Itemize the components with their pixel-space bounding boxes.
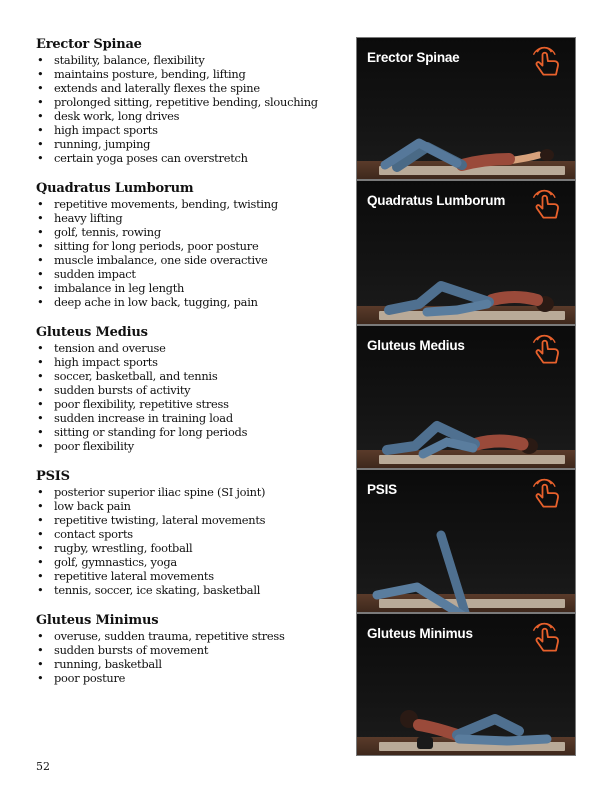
tap-hand-icon[interactable]	[529, 187, 565, 223]
section-title: Quadratus Lumborum	[36, 181, 194, 196]
bullet-icon: •	[37, 253, 44, 267]
bullet-icon: •	[37, 211, 44, 225]
bullet-icon: •	[37, 239, 44, 253]
bullet-icon: •	[37, 425, 44, 439]
list-item: • poor flexibility, repetitive stress	[37, 397, 229, 411]
video-thumbnail-column	[356, 37, 577, 756]
bullet-icon: •	[37, 95, 44, 109]
list-item: • poor posture	[37, 671, 126, 685]
list-item: • running, jumping	[37, 137, 151, 151]
bullet-icon: •	[37, 411, 44, 425]
list-item: • prolonged sitting, repetitive bending, slouching	[37, 95, 318, 109]
person-side-lying-figure	[357, 675, 576, 755]
page-number: 52	[36, 760, 50, 773]
bullet-icon: •	[37, 527, 44, 541]
list-item: • extends and laterally flexes the spine	[37, 81, 260, 95]
bullet-icon: •	[37, 197, 44, 211]
list-item: • sudden bursts of activity	[37, 383, 191, 397]
section-title: Gluteus Medius	[36, 325, 148, 340]
bullet-list	[36, 629, 351, 685]
list-item: • sitting for long periods, poor posture	[37, 239, 259, 253]
list-item: • golf, gymnastics, yoga	[37, 555, 177, 569]
list-item: • tennis, soccer, ice skating, basketball	[37, 583, 261, 597]
bullet-icon: •	[37, 225, 44, 239]
person-lying-figure	[357, 244, 576, 324]
list-item: • stability, balance, flexibility	[37, 53, 205, 67]
person-lying-figure	[357, 99, 576, 179]
list-item: • posterior superior iliac spine (SI joint)	[37, 485, 266, 499]
bullet-icon: •	[37, 123, 44, 137]
list-item: • sudden bursts of movement	[37, 643, 209, 657]
video-label: Gluteus Medius	[367, 338, 465, 353]
list-item: • imbalance in leg length	[37, 281, 185, 295]
bullet-icon: •	[37, 295, 44, 309]
list-item: • golf, tennis, rowing	[37, 225, 161, 239]
list-item: • tension and overuse	[37, 341, 166, 355]
bullet-icon: •	[37, 67, 44, 81]
list-item: • sitting or standing for long periods	[37, 425, 248, 439]
list-item: • repetitive twisting, lateral movements	[37, 513, 266, 527]
bullet-icon: •	[37, 109, 44, 123]
section-gluteus-medius	[36, 325, 351, 469]
list-item: • overuse, sudden trauma, repetitive stress	[37, 629, 285, 643]
bullet-icon: •	[37, 569, 44, 583]
section-gluteus-minimus	[36, 613, 351, 685]
video-quadratus-lumborum[interactable]	[356, 180, 576, 325]
video-label: Quadratus Lumborum	[367, 193, 506, 208]
person-lying-figure	[357, 388, 576, 468]
bullet-icon: •	[37, 555, 44, 569]
bullet-icon: •	[37, 53, 44, 67]
tap-hand-icon[interactable]	[529, 620, 565, 656]
bullet-icon: •	[37, 397, 44, 411]
list-item: • repetitive lateral movements	[37, 569, 214, 583]
bullet-icon: •	[37, 355, 44, 369]
list-item: • repetitive movements, bending, twisting	[37, 197, 278, 211]
video-psis[interactable]	[356, 469, 576, 613]
bullet-icon: •	[37, 629, 44, 643]
list-item: • soccer, basketball, and tennis	[37, 369, 218, 383]
tap-hand-icon[interactable]	[529, 44, 565, 80]
video-gluteus-minimus[interactable]	[356, 613, 576, 756]
list-item: • rugby, wrestling, football	[37, 541, 193, 555]
section-title: PSIS	[36, 469, 70, 484]
list-item: • low back pain	[37, 499, 131, 513]
bullet-icon: •	[37, 151, 44, 165]
section-psis	[36, 469, 351, 613]
section-erector-spinae	[36, 37, 351, 181]
tap-hand-icon[interactable]	[529, 332, 565, 368]
bullet-icon: •	[37, 383, 44, 397]
list-item: • certain yoga poses can overstretch	[37, 151, 248, 165]
bullet-icon: •	[37, 137, 44, 151]
list-item: • desk work, long drives	[37, 109, 180, 123]
bullet-icon: •	[37, 369, 44, 383]
list-item: • running, basketball	[37, 657, 162, 671]
bullet-icon: •	[37, 513, 44, 527]
bullet-icon: •	[37, 499, 44, 513]
bullet-icon: •	[37, 439, 44, 453]
bullet-list	[36, 197, 351, 309]
bullet-icon: •	[37, 485, 44, 499]
section-title: Erector Spinae	[36, 37, 142, 52]
video-erector-spinae[interactable]	[356, 37, 576, 180]
bullet-icon: •	[37, 541, 44, 555]
bullet-icon: •	[37, 657, 44, 671]
video-label: Gluteus Minimus	[367, 626, 473, 641]
list-item: • high impact sports	[37, 355, 158, 369]
bullet-icon: •	[37, 267, 44, 281]
bullet-icon: •	[37, 81, 44, 95]
exercise-sections	[36, 37, 351, 685]
list-item: • contact sports	[37, 527, 133, 541]
section-quadratus-lumborum	[36, 181, 351, 325]
list-item: • maintains posture, bending, lifting	[37, 67, 246, 81]
tap-hand-icon[interactable]	[529, 476, 565, 512]
bullet-list	[36, 53, 351, 165]
list-item: • heavy lifting	[37, 211, 123, 225]
bullet-icon: •	[37, 643, 44, 657]
video-label: PSIS	[367, 482, 397, 497]
bullet-list	[36, 341, 351, 453]
bullet-icon: •	[37, 281, 44, 295]
list-item: • high impact sports	[37, 123, 158, 137]
list-item: • poor flexibility	[37, 439, 134, 453]
bullet-icon: •	[37, 341, 44, 355]
list-item: • muscle imbalance, one side overactive	[37, 253, 268, 267]
bullet-icon: •	[37, 671, 44, 685]
list-item: • sudden impact	[37, 267, 136, 281]
video-label: Erector Spinae	[367, 50, 460, 65]
bullet-list	[36, 485, 351, 597]
video-gluteus-medius[interactable]	[356, 325, 576, 469]
list-item: • sudden increase in training load	[37, 411, 233, 425]
list-item: • deep ache in low back, tugging, pain	[37, 295, 258, 309]
bullet-icon: •	[37, 583, 44, 597]
section-title: Gluteus Minimus	[36, 613, 159, 628]
